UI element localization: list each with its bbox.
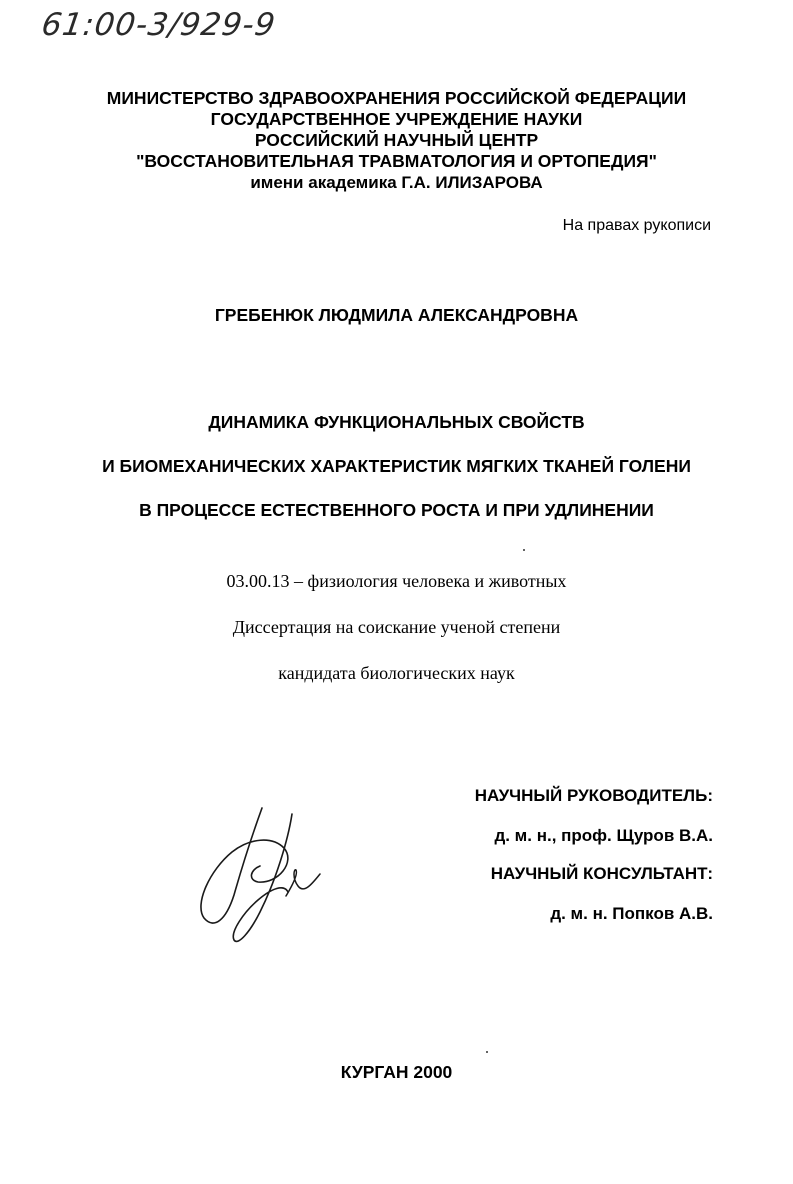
header-center: РОССИЙСКИЙ НАУЧНЫЙ ЦЕНТР bbox=[254, 130, 539, 150]
header-center-name: "ВОССТАНОВИТЕЛЬНАЯ ТРАВМАТОЛОГИЯ И ОРТОПЕДИЯ" bbox=[136, 151, 657, 171]
author-name: ГРЕБЕНЮК ЛЮДМИЛА АЛЕКСАНДРОВНА bbox=[214, 305, 579, 325]
degree-statement: Диссертация на соискание ученой степени bbox=[232, 617, 561, 637]
consultant-label: НАУЧНЫЙ КОНСУЛЬТАНТ: bbox=[490, 864, 713, 883]
supervisor-name: д. м. н., проф. Щуров В.А. bbox=[494, 826, 713, 845]
supervisor-label: НАУЧНЫЙ РУКОВОДИТЕЛЬ: bbox=[474, 786, 713, 805]
handwritten-catalog-number bbox=[35, 4, 381, 44]
consultant-name: д. м. н. Попков А.В. bbox=[550, 904, 713, 923]
dissertation-title bbox=[0, 400, 793, 532]
title-line-1: ДИНАМИКА ФУНКЦИОНАЛЬНЫХ СВОЙСТВ bbox=[208, 412, 585, 432]
header-ministry: МИНИСТЕРСТВО ЗДРАВООХРАНЕНИЯ РОССИЙСКОЙ ФЕДЕРАЦИИ bbox=[106, 88, 687, 108]
catalog-number-text: 61:00-3/929-9 bbox=[39, 7, 279, 43]
author-signature bbox=[192, 800, 332, 950]
degree-field: кандидата биологических наук bbox=[278, 663, 515, 683]
speck-mark bbox=[486, 1051, 488, 1053]
title-line-2: И БИОМЕХАНИЧЕСКИХ ХАРАКТЕРИСТИК МЯГКИХ ТКАНЕЙ ГОЛЕНИ bbox=[102, 456, 691, 476]
speck-mark bbox=[523, 549, 525, 551]
header-named-after: имени академика Г.А. ИЛИЗАРОВА bbox=[250, 173, 543, 192]
city-year: КУРГАН 2000 bbox=[340, 1062, 453, 1082]
title-line-3: В ПРОЦЕССЕ ЕСТЕСТВЕННОГО РОСТА И ПРИ УДЛИНЕНИИ bbox=[139, 500, 654, 520]
institution-header bbox=[0, 88, 793, 193]
specialty-code: 03.00.13 – физиология человека и животных bbox=[226, 571, 567, 591]
header-institution-type: ГОСУДАРСТВЕННОЕ УЧРЕЖДЕНИЕ НАУКИ bbox=[210, 109, 583, 129]
manuscript-rights-note: На правах рукописи bbox=[562, 217, 711, 234]
